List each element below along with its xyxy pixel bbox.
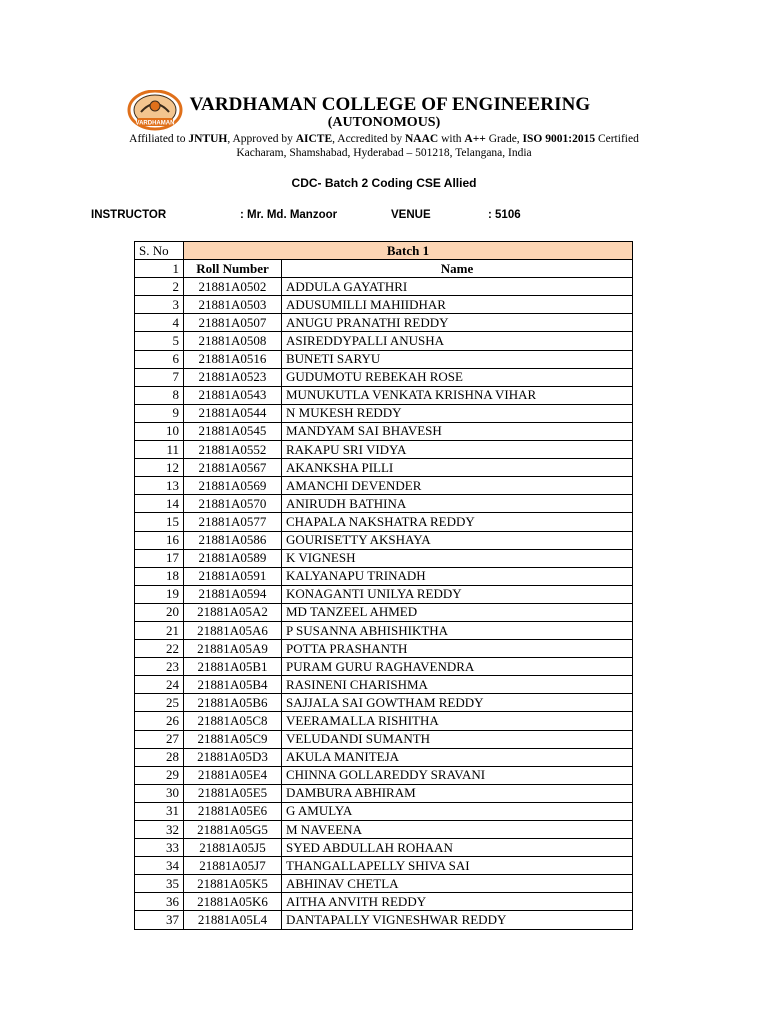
sno-cell: 20 bbox=[135, 603, 184, 621]
roll-number-cell: 21881A05D3 bbox=[184, 748, 282, 766]
venue-label: VENUE bbox=[391, 209, 431, 221]
sno-cell: 32 bbox=[135, 821, 184, 839]
sno-cell: 15 bbox=[135, 513, 184, 531]
name-cell: DAMBURA ABHIRAM bbox=[282, 784, 633, 802]
sno-cell: 2 bbox=[135, 278, 184, 296]
name-cell: ADDULA GAYATHRI bbox=[282, 278, 633, 296]
name-cell: N MUKESH REDDY bbox=[282, 404, 633, 422]
name-cell: MANDYAM SAI BHAVESH bbox=[282, 422, 633, 440]
roll-number-cell: 21881A0591 bbox=[184, 567, 282, 585]
sno-cell: 25 bbox=[135, 694, 184, 712]
college-name: VARDHAMAN COLLEGE OF ENGINEERING bbox=[189, 94, 591, 115]
name-cell: G AMULYA bbox=[282, 802, 633, 820]
roll-number-cell: 21881A0577 bbox=[184, 513, 282, 531]
sno-cell: 5 bbox=[135, 332, 184, 350]
table-row bbox=[135, 712, 633, 730]
batch-header: Batch 1 bbox=[184, 242, 633, 260]
instructor-label: INSTRUCTOR bbox=[91, 209, 167, 221]
name-cell: P SUSANNA ABHISHIKTHA bbox=[282, 621, 633, 639]
name-cell: SYED ABDULLAH ROHAAN bbox=[282, 839, 633, 857]
roll-number-cell: 21881A05E4 bbox=[184, 766, 282, 784]
roll-number-cell: 21881A0508 bbox=[184, 332, 282, 350]
table-row bbox=[135, 332, 633, 350]
name-cell: AMANCHI DEVENDER bbox=[282, 477, 633, 495]
sno-cell: 9 bbox=[135, 404, 184, 422]
sno-cell: 30 bbox=[135, 784, 184, 802]
table-row bbox=[135, 567, 633, 585]
table-row bbox=[135, 441, 633, 459]
sno-cell: 4 bbox=[135, 314, 184, 332]
affiliation-line: Affiliated to JNTUH, Approved by AICTE, Accredited by NAAC with A++ Grade, ISO 9001:2015 Certified bbox=[129, 133, 639, 145]
table-header-row bbox=[135, 242, 633, 260]
roll-number-cell: 21881A0570 bbox=[184, 495, 282, 513]
info-row bbox=[0, 209, 768, 225]
venue-value: : 5106 bbox=[488, 209, 521, 221]
name-cell: M NAVEENA bbox=[282, 821, 633, 839]
roll-number-cell: 21881A0545 bbox=[184, 422, 282, 440]
table-row bbox=[135, 676, 633, 694]
roll-number-cell: 21881A05B4 bbox=[184, 676, 282, 694]
name-cell: PURAM GURU RAGHAVENDRA bbox=[282, 658, 633, 676]
sno-cell: 6 bbox=[135, 350, 184, 368]
name-cell: KALYANAPU TRINADH bbox=[282, 567, 633, 585]
table-row bbox=[135, 477, 633, 495]
name-cell: BUNETI SARYU bbox=[282, 350, 633, 368]
table-row bbox=[135, 802, 633, 820]
sno-cell: 31 bbox=[135, 802, 184, 820]
table-row bbox=[135, 549, 633, 567]
name-cell: RAKAPU SRI VIDYA bbox=[282, 441, 633, 459]
sno-cell: 7 bbox=[135, 368, 184, 386]
sno-cell: 26 bbox=[135, 712, 184, 730]
sno-cell: 36 bbox=[135, 893, 184, 911]
name-cell: GUDUMOTU REBEKAH ROSE bbox=[282, 368, 633, 386]
name-cell: AKULA MANITEJA bbox=[282, 748, 633, 766]
table-row bbox=[135, 730, 633, 748]
table-row bbox=[135, 911, 633, 929]
roll-number-cell: 21881A0567 bbox=[184, 459, 282, 477]
sno-cell: 37 bbox=[135, 911, 184, 929]
name-header: Name bbox=[282, 260, 633, 278]
roll-number-cell: 21881A0507 bbox=[184, 314, 282, 332]
sno-cell: 22 bbox=[135, 640, 184, 658]
sno-cell: 34 bbox=[135, 857, 184, 875]
name-cell: MD TANZEEL AHMED bbox=[282, 603, 633, 621]
student-roster-table bbox=[134, 241, 633, 930]
autonomous-label: (AUTONOMOUS) bbox=[327, 115, 441, 130]
roll-number-cell: 21881A0503 bbox=[184, 296, 282, 314]
instructor-value: : Mr. Md. Manzoor bbox=[240, 209, 338, 221]
table-row bbox=[135, 893, 633, 911]
logo-text: VARDHAMAN bbox=[135, 120, 175, 127]
table-row bbox=[135, 694, 633, 712]
table-row bbox=[135, 368, 633, 386]
roll-number-cell: 21881A0552 bbox=[184, 441, 282, 459]
roll-number-cell: 21881A05C9 bbox=[184, 730, 282, 748]
roll-number-cell: 21881A0523 bbox=[184, 368, 282, 386]
roll-number-cell: 21881A05J7 bbox=[184, 857, 282, 875]
name-cell: RASINENI CHARISHMA bbox=[282, 676, 633, 694]
table-row bbox=[135, 821, 633, 839]
name-cell: VEERAMALLA RISHITHA bbox=[282, 712, 633, 730]
sno-cell: 16 bbox=[135, 531, 184, 549]
sno-cell: 28 bbox=[135, 748, 184, 766]
table-row bbox=[135, 296, 633, 314]
table-row bbox=[135, 784, 633, 802]
name-cell: ABHINAV CHETLA bbox=[282, 875, 633, 893]
roll-number-cell: 21881A0516 bbox=[184, 350, 282, 368]
roll-number-cell: 21881A05K6 bbox=[184, 893, 282, 911]
table-row bbox=[135, 459, 633, 477]
table-row bbox=[135, 350, 633, 368]
name-cell: ASIREDDYPALLI ANUSHA bbox=[282, 332, 633, 350]
table-row bbox=[135, 748, 633, 766]
roll-number-cell: 21881A05C8 bbox=[184, 712, 282, 730]
roll-number-cell: 21881A05K5 bbox=[184, 875, 282, 893]
sno-cell: 27 bbox=[135, 730, 184, 748]
roll-number-cell: 21881A05E5 bbox=[184, 784, 282, 802]
name-cell: DANTAPALLY VIGNESHWAR REDDY bbox=[282, 911, 633, 929]
sno-cell: 23 bbox=[135, 658, 184, 676]
sno-cell: 18 bbox=[135, 567, 184, 585]
table-row bbox=[135, 585, 633, 603]
sno-cell: 8 bbox=[135, 386, 184, 404]
roll-number-cell: 21881A05A9 bbox=[184, 640, 282, 658]
name-cell: ANIRUDH BATHINA bbox=[282, 495, 633, 513]
table-row bbox=[135, 386, 633, 404]
roll-number-cell: 21881A0544 bbox=[184, 404, 282, 422]
table-row bbox=[135, 640, 633, 658]
sno-cell: 11 bbox=[135, 441, 184, 459]
roll-number-cell: 21881A05A6 bbox=[184, 621, 282, 639]
name-cell: AKANKSHA PILLI bbox=[282, 459, 633, 477]
name-cell: ANUGU PRANATHI REDDY bbox=[282, 314, 633, 332]
sno-cell: 3 bbox=[135, 296, 184, 314]
address-line: Kacharam, Shamshabad, Hyderabad – 501218, Telangana, India bbox=[236, 147, 532, 159]
table-row bbox=[135, 422, 633, 440]
sno-cell: 33 bbox=[135, 839, 184, 857]
table-row bbox=[135, 839, 633, 857]
roll-number-header: Roll Number bbox=[184, 260, 282, 278]
name-cell: ADUSUMILLI MAHIIDHAR bbox=[282, 296, 633, 314]
table-row bbox=[135, 766, 633, 784]
name-cell: CHAPALA NAKSHATRA REDDY bbox=[282, 513, 633, 531]
sno-cell: 21 bbox=[135, 621, 184, 639]
roll-number-cell: 21881A05E6 bbox=[184, 802, 282, 820]
sno-cell: 12 bbox=[135, 459, 184, 477]
roll-number-cell: 21881A05L4 bbox=[184, 911, 282, 929]
roll-number-cell: 21881A05J5 bbox=[184, 839, 282, 857]
table-row bbox=[135, 278, 633, 296]
roll-number-cell: 21881A0589 bbox=[184, 549, 282, 567]
sno-cell: 35 bbox=[135, 875, 184, 893]
name-cell: SAJJALA SAI GOWTHAM REDDY bbox=[282, 694, 633, 712]
sno-cell: 17 bbox=[135, 549, 184, 567]
table-row bbox=[135, 314, 633, 332]
table-row bbox=[135, 531, 633, 549]
table-row bbox=[135, 621, 633, 639]
sno-cell: 14 bbox=[135, 495, 184, 513]
table-row bbox=[135, 513, 633, 531]
roll-number-cell: 21881A05A2 bbox=[184, 603, 282, 621]
table-row bbox=[135, 404, 633, 422]
table-row bbox=[135, 857, 633, 875]
name-cell: KONAGANTI UNILYA REDDY bbox=[282, 585, 633, 603]
roll-number-cell: 21881A0569 bbox=[184, 477, 282, 495]
sno-cell: 24 bbox=[135, 676, 184, 694]
sno-header: S. No bbox=[135, 242, 184, 260]
sno-cell: 1 bbox=[135, 260, 184, 278]
name-cell: VELUDANDI SUMANTH bbox=[282, 730, 633, 748]
roll-number-cell: 21881A0502 bbox=[184, 278, 282, 296]
sno-cell: 13 bbox=[135, 477, 184, 495]
document-subtitle: CDC- Batch 2 Coding CSE Allied bbox=[291, 176, 477, 190]
table-row bbox=[135, 495, 633, 513]
name-cell: THANGALLAPELLY SHIVA SAI bbox=[282, 857, 633, 875]
table-row bbox=[135, 658, 633, 676]
roll-number-cell: 21881A0543 bbox=[184, 386, 282, 404]
name-cell: AITHA ANVITH REDDY bbox=[282, 893, 633, 911]
name-cell: K VIGNESH bbox=[282, 549, 633, 567]
roll-number-cell: 21881A0594 bbox=[184, 585, 282, 603]
roll-number-cell: 21881A0586 bbox=[184, 531, 282, 549]
sno-cell: 29 bbox=[135, 766, 184, 784]
sno-cell: 19 bbox=[135, 585, 184, 603]
roll-number-cell: 21881A05G5 bbox=[184, 821, 282, 839]
table-row bbox=[135, 603, 633, 621]
table-row bbox=[135, 875, 633, 893]
sno-cell: 10 bbox=[135, 422, 184, 440]
column-header-row bbox=[135, 260, 633, 278]
roll-number-cell: 21881A05B6 bbox=[184, 694, 282, 712]
name-cell: GOURISETTY AKSHAYA bbox=[282, 531, 633, 549]
name-cell: POTTA PRASHANTH bbox=[282, 640, 633, 658]
name-cell: CHINNA GOLLAREDDY SRAVANI bbox=[282, 766, 633, 784]
name-cell: MUNUKUTLA VENKATA KRISHNA VIHAR bbox=[282, 386, 633, 404]
roll-number-cell: 21881A05B1 bbox=[184, 658, 282, 676]
